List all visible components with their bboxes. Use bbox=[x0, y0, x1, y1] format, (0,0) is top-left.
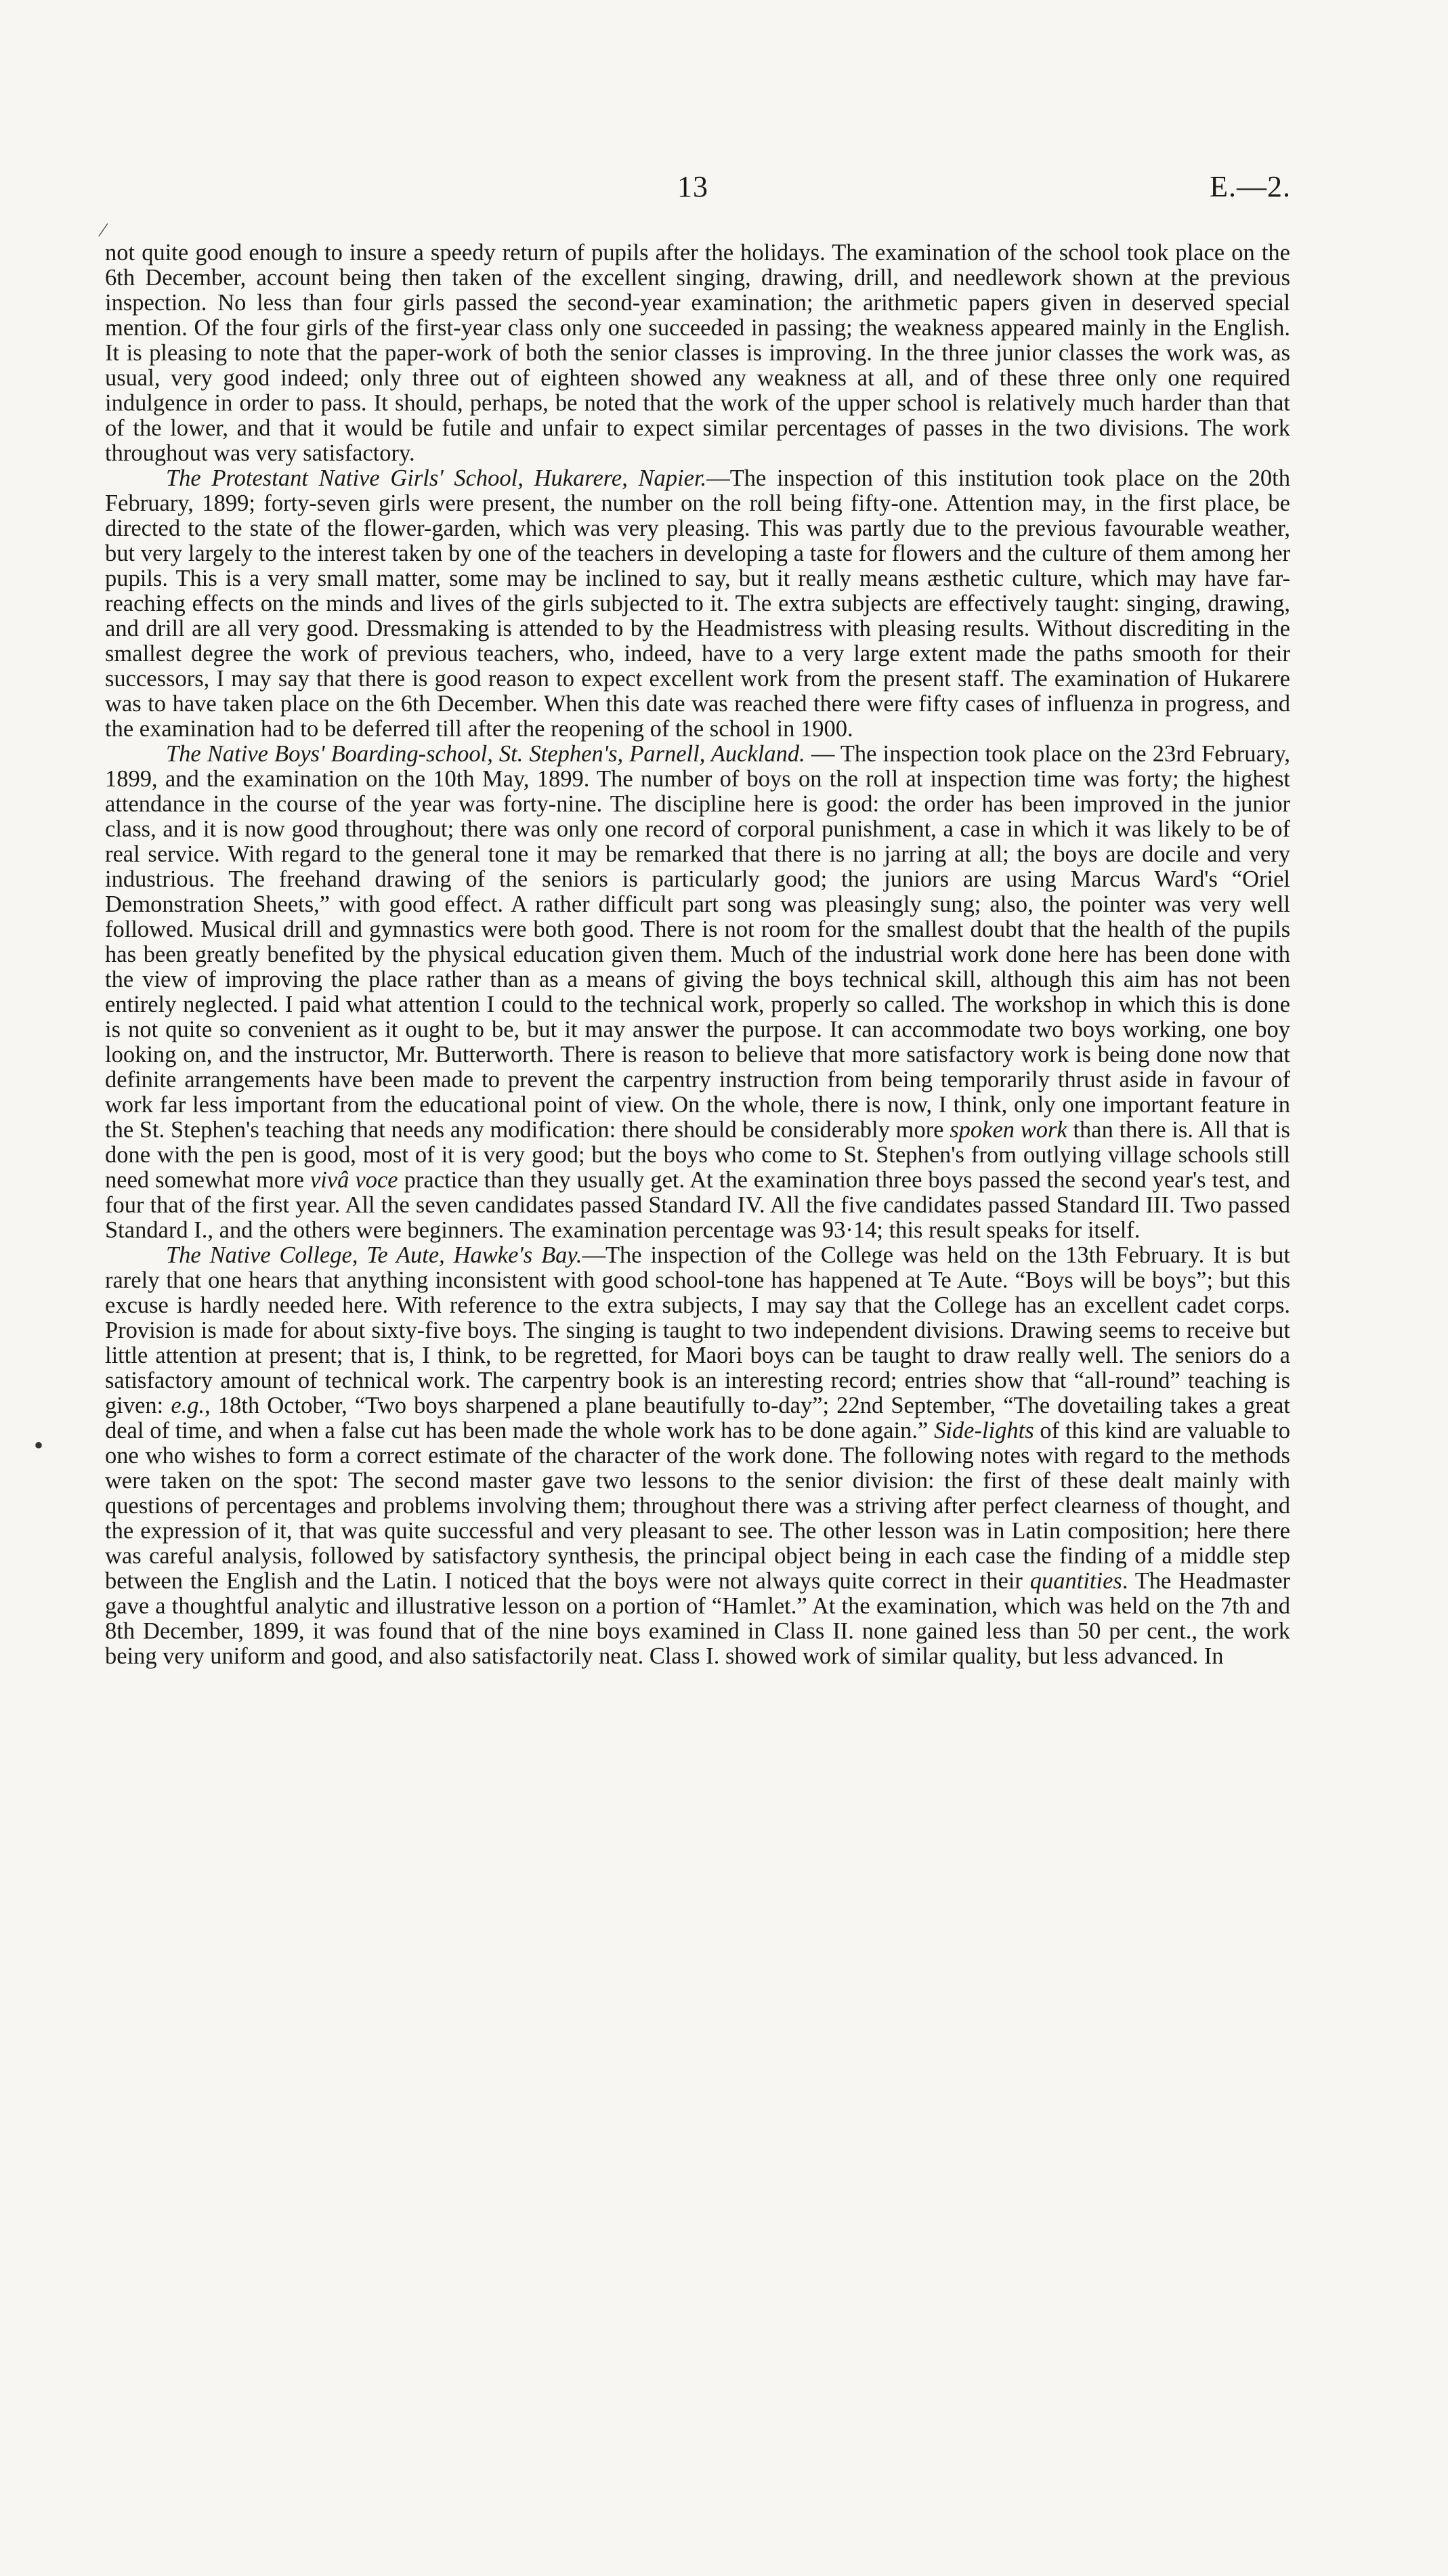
page-header bbox=[0, 169, 1448, 217]
paragraph bbox=[105, 742, 1290, 1243]
body-text bbox=[105, 240, 1290, 1669]
paragraph-heading: The Native College, Te Aute, Hawke's Bay. bbox=[166, 1242, 582, 1268]
italic-phrase: quantities bbox=[1029, 1568, 1122, 1594]
paragraph-text: —The inspection of the College was held on the 13th February. It is but rarely that one hears that anything inconsistent with good school-tone has happened at Te Aute. “Boys will be boys”; but this excuse is hardly needed here. With reference to the extra subjects, I may say that the College has an excellent cadet corps. Provision is made for about sixty-five boys. The singing is taught to two independent divisions. Drawing seems to receive but little attention at present; that is, I think, to be regretted, for Maori boys can be taught to draw really well. The seniors do a satisfactory amount of technical work. The carpentry book is an interesting record; entries show that “all-round” teaching is given: bbox=[105, 1242, 1290, 1418]
page-number: 13 bbox=[677, 170, 708, 203]
italic-phrase: spoken work bbox=[950, 1117, 1067, 1143]
paragraph bbox=[105, 466, 1290, 742]
italic-phrase: vivâ voce bbox=[310, 1167, 398, 1193]
paragraph-text: of this kind are valuable to one who wishes to form a correct estimate of the character of the work done. The following notes with regard to the methods were taken on the spot: The second master gave two lessons to the senior division: the first of these dealt mainly with questions of percentages and problems involving them; throughout there was a striving after perfect clearness of thought, and the expression of it, that was quite successful and very pleasant to see. The other lesson was in Latin composition; here there was careful analysis, followed by satisfactory synthesis, the principal object being in each case the finding of a middle step between the English and the Latin. I noticed that the boys were not always quite correct in their bbox=[105, 1418, 1290, 1594]
paragraph-heading: The Protestant Native Girls' School, Hukarere, Napier. bbox=[166, 465, 707, 491]
italic-phrase: Side-lights bbox=[934, 1418, 1034, 1443]
paragraph-text: —The inspection of this institution took place on the 20th February, 1899; forty-seven girls were present, the number on the roll being fifty-one. Attention may, in the first place, be directed to the state of the flower-garden, which was very pleasing. This was partly due to the previous favourable weather, but very largely to the interest taken by one of the teachers in developing a taste for flowers and the culture of them among her pupils. This is a very small matter, some may be inclined to say, but it really means æsthetic culture, which may have far-reaching effects on the minds and lives of the girls subjected to it. The extra subjects are effectively taught: singing, drawing, and drill are all very good. Dressmaking is attended to by the Headmistress with pleasing results. Without discrediting in the smallest degree the work of previous teachers, who, indeed, have to a very large extent made the paths smooth for their successors, I may say that there is good reason to expect excellent work from the present staff. The examination of Hukarere was to have taken place on the 6th December. When this date was reached there were fifty cases of influenza in progress, and the examination had to be deferred till after the reopening of the school in 1900. bbox=[105, 465, 1290, 742]
italic-phrase: e.g. bbox=[171, 1393, 205, 1418]
paragraph-text: . The Headmaster gave a thoughtful analytic and illustrative lesson on a portion of “Hamlet.” At the examination, which was held on the 7th and 8th December, 1899, it was found that of the nine boys examined in Class II. none gained less than 50 per cent., the work being very uniform and good, and also satisfactorily neat. Class I. showed work of similar quality, but less advanced. In bbox=[105, 1568, 1290, 1669]
paragraph bbox=[105, 240, 1290, 466]
paragraph-text: than there is. All that is done with the pen is good, most of it is very good; but the boys who come to St. Stephen's from outlying village schools still need somewhat more bbox=[105, 1117, 1290, 1193]
margin-dot-mark-icon: • bbox=[34, 1430, 44, 1460]
margin-tick-mark-icon: ⁄ bbox=[102, 220, 105, 241]
page-reference: E.—2. bbox=[1210, 170, 1291, 203]
paragraph-heading: The Native Boys' Boarding-school, St. Stephen's, Parnell, Auckland. bbox=[166, 741, 805, 767]
paragraph-text: — The inspection took place on the 23rd February, 1899, and the examination on the 10th May, 1899. The number of boys on the roll at inspection time was forty; the highest attendance in the course of the year was forty-nine. The discipline here is good: the order has been improved in the junior class, and it is now good throughout; there was only one record of corporal punishment, a case in which it was likely to be of real service. With regard to the general tone it may be remarked that there is no jarring at all; the boys are docile and very industrious. The freehand drawing of the seniors is particularly good; the juniors are using Marcus Ward's “Oriel Demonstration Sheets,” with good effect. A rather difficult part song was pleasingly sung; also, the pointer was very well followed. Musical drill and gymnastics were both good. There is not room for the smallest doubt that the health of the pupils has been greatly benefited by the physical education given them. Much of the industrial work done here has been done with the view of improving the place rather than as a means of giving the boys technical skill, although this aim has not been entirely neglected. I paid what attention I could to the technical work, properly so called. The workshop in which this is done is not quite so convenient as it ought to be, but it may answer the purpose. It can accommodate two boys working, one boy looking on, and the instructor, Mr. Butterworth. There is reason to believe that more satisfactory work is being done now that definite arrangements have been made to prevent the carpentry instruction from being temporarily thrust aside in favour of work far less important from the educational point of view. On the whole, there is now, I think, only one important feature in the St. Stephen's teaching that needs any modification: there should be considerably more bbox=[105, 741, 1290, 1143]
paragraph bbox=[105, 1243, 1290, 1669]
paragraph-text: not quite good enough to insure a speedy return of pupils after the holidays. The examination of the school took place on the 6th December, account being then taken of the excellent singing, drawing, drill, and needlework shown at the previous inspection. No less than four girls passed the second-year examination; the arithmetic papers given in deserved special mention. Of the four girls of the first-year class only one succeeded in passing; the weakness appeared mainly in the English. It is pleasing to note that the paper-work of both the senior classes is improving. In the three junior classes the work was, as usual, very good indeed; only three out of eighteen showed any weakness at all, and of these three only one required indulgence in order to pass. It should, perhaps, be noted that the work of the upper school is relatively much harder than that of the lower, and that it would be futile and unfair to expect similar percentages of passes in the two divisions. The work throughout was very satisfactory. bbox=[105, 240, 1290, 466]
paragraph-text: practice than they usually get. At the examination three boys passed the second year's test, and four that of the first year. All the seven candidates passed Standard IV. All the five candidates passed Standard III. Two passed Standard I., and the others were beginners. The examination percentage was 93·14; this result speaks for itself. bbox=[105, 1167, 1290, 1243]
paragraph-text: , 18th October, “Two boys sharpened a plane beautifully to-day”; 22nd September, “The dovetailing takes a great deal of time, and when a false cut has been made the whole work has to be done again.” bbox=[105, 1393, 1290, 1443]
